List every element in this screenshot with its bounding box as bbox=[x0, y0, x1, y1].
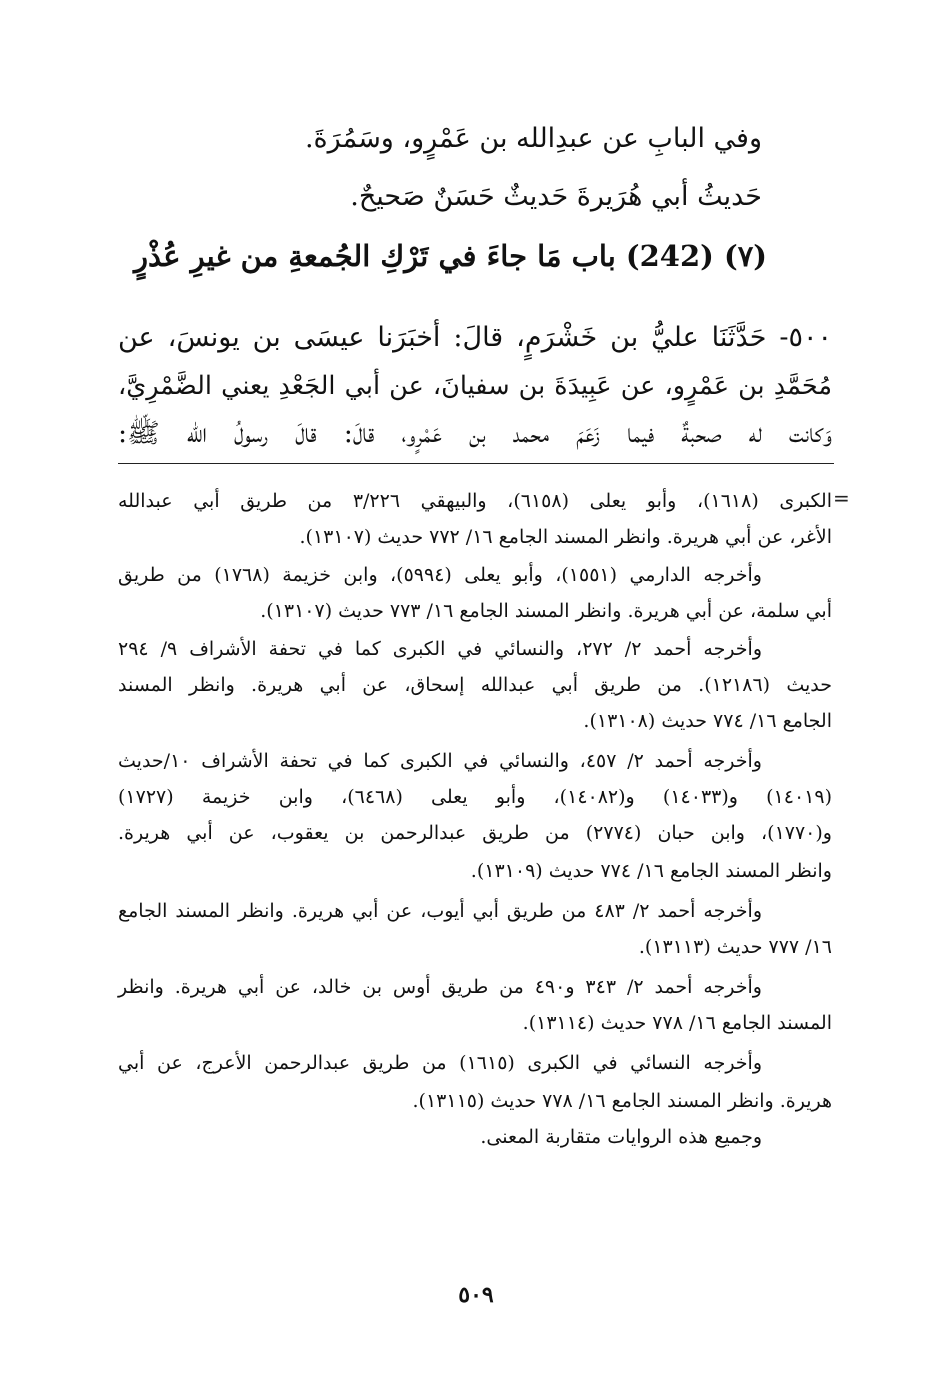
text-line-hadith-grading: حَديثُ أبي هُرَيرةَ حَديثٌ حَسَنٌ صَحيحٌ. bbox=[350, 181, 762, 212]
chapter-heading: (٧) (242) باب مَا جاءَ في تَرْكِ الجُمعةِ من غيرِ عُذْرٍ bbox=[134, 239, 767, 273]
footnote-line: ١٦/ ٧٧٧ حديث (١٣١١٣). bbox=[638, 936, 832, 958]
footnote-line: الأغر، عن أبي هريرة. وانظر المسند الجامع ١٦/ ٧٧٢ حديث (١٣١٠٧). bbox=[299, 526, 832, 548]
footnote-line: هريرة. وانظر المسند الجامع ١٦/ ٧٧٨ حديث (١٣١١٥). bbox=[412, 1090, 832, 1112]
footnote-line: وأخرجه الدارمي (١٥٥١)، وأبو يعلى (٥٩٩٤)، وابن خزيمة (١٧٦٨) من طريق bbox=[118, 564, 762, 586]
footnote-line: وأخرجه أحمد ٢/ ٤٨٣ من طريق أبي أيوب، عن أبي هريرة. وانظر المسند الجامع bbox=[118, 900, 762, 922]
page-number: ٥٠٩ bbox=[458, 1282, 494, 1308]
footnote-line: الكبرى (١٦١٨)، وأبو يعلى (٦١٥٨)، والبيهقي ٣/٢٢٦ من طريق أبي عبدالله bbox=[118, 490, 832, 512]
footnote-line: حديث (١٢١٨٦). من طريق أبي عبدالله إسحاق، عن أبي هريرة. وانظر المسند bbox=[118, 674, 832, 696]
footnote-line: أبي سلمة، عن أبي هريرة. وانظر المسند الجامع ١٦/ ٧٧٣ حديث (١٣١٠٧). bbox=[260, 600, 832, 622]
footnote-line: وأخرجه أحمد ٢/ ٤٥٧، والنسائي في الكبرى كما في تحفة الأشراف ١٠/حديث bbox=[118, 750, 762, 772]
footnote-line: وانظر المسند الجامع ١٦/ ٧٧٤ حديث (١٣١٠٩). bbox=[470, 860, 832, 882]
text-line-chapter-reference: وفي البابِ عن عبدِالله بن عَمْرٍو، وسَمُرَةَ. bbox=[304, 123, 762, 154]
hadith-text-line: وَكانت له صحبةٌ فيما زَعَمَ محمد بن عَمْرٍو، قالَ: قالَ رسولُ الله ﷺ: bbox=[118, 418, 832, 449]
footnote-line: وأخرجه أحمد ٢/ ٣٤٣ و٤٩٠ من طريق أوس بن خالد، عن أبي هريرة. وانظر bbox=[118, 976, 762, 998]
footnote-line: وجميع هذه الروايات متقاربة المعنى. bbox=[480, 1126, 762, 1148]
footnote-separator bbox=[118, 463, 834, 464]
footnote-line: وأخرجه النسائي في الكبرى (١٦١٥) من طريق عبدالرحمن الأعرج، عن أبي bbox=[118, 1052, 762, 1074]
hadith-text-line: مُحَمَّدِ بن عَمْرٍو، عن عَبِيدَةَ بن سفيانَ، عن أبي الجَعْدِ يعني الضَّمْرِيَّ، bbox=[118, 371, 832, 401]
footnote-line: وأخرجه أحمد ٢/ ٢٧٢، والنسائي في الكبرى كما في تحفة الأشراف ٩/ ٢٩٤ bbox=[118, 638, 762, 660]
hadith-text-line: ٥٠٠- حَدَّثَنَا عليُّ بن خَشْرَمٍ، قالَ: أخبَرَنا عيسَى بن يونسَ، عن bbox=[118, 322, 832, 353]
footnote-line: (١٤٠١٩) و(١٤٠٣٣) و(١٤٠٨٢)، وأبو يعلى (٦٤٦٨)، وابن خزيمة (١٧٢٧) bbox=[118, 786, 832, 808]
footnote-line: الجامع ١٦/ ٧٧٤ حديث (١٣١٠٨). bbox=[583, 710, 832, 732]
footnote-line: المسند الجامع ١٦/ ٧٧٨ حديث (١٣١١٤). bbox=[522, 1012, 832, 1034]
footnote-continuation-mark: = bbox=[833, 486, 850, 510]
footnote-line: و(١٧٧٠)، وابن حبان (٢٧٧٤) من طريق عبدالرحمن بن يعقوب، عن أبي هريرة. bbox=[118, 822, 832, 844]
